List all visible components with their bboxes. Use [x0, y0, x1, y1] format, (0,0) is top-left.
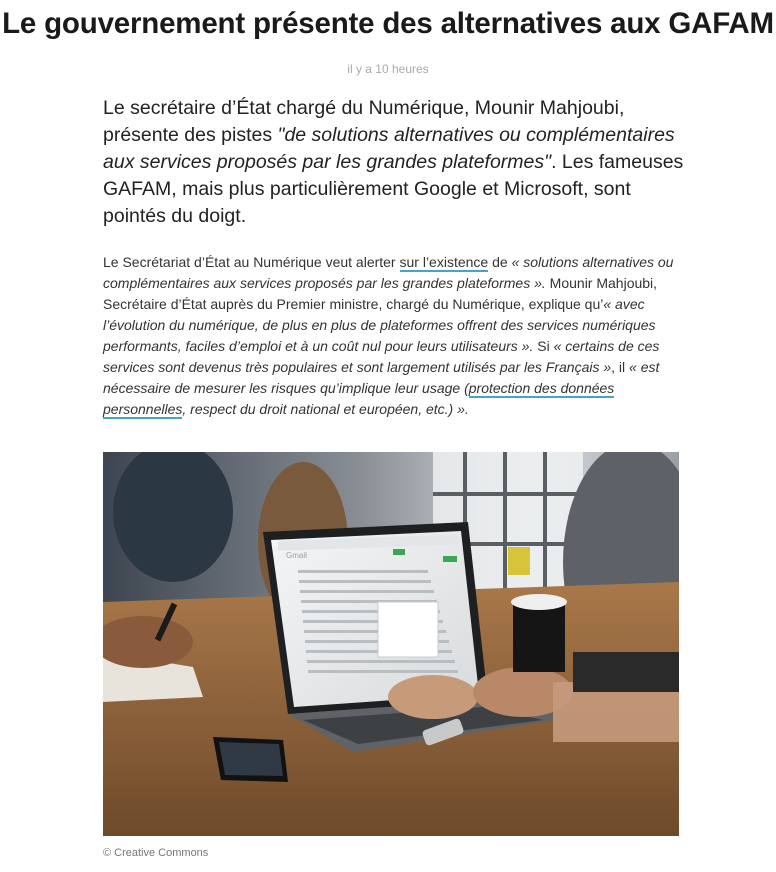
- photo-credit: © Creative Commons: [103, 847, 209, 859]
- body-text: Le Secrétariat d’État au Numérique veut alerter: [103, 254, 400, 270]
- body-text: Si: [533, 338, 554, 354]
- existence-link[interactable]: sur l’existence: [399, 254, 489, 270]
- body-quote: « solutions alternatives ou complémentaires aux services proposés par les grandes plateformes ».: [103, 254, 674, 291]
- body-quote: « est nécessaire de mesurer les risques qu’implique leur usage (: [103, 359, 660, 396]
- body-text: , il: [611, 359, 630, 375]
- laptop-app-title: Gmail: [286, 551, 307, 560]
- lead-quote: "de solutions alternatives ou complémentaires aux services proposés par les grandes plateformes": [103, 124, 675, 173]
- body-quote: « certains de ces services sont devenus très populaires et sont largement utilisés par les Français »: [103, 338, 660, 375]
- body-quote: , respect du droit national et européen, etc.) ».: [182, 401, 469, 417]
- article-lead: [103, 95, 693, 230]
- data-protection-link-label: protection des données personnelles: [103, 380, 615, 417]
- publish-time: il y a 10 heures: [347, 62, 429, 76]
- article-photo: [103, 452, 679, 836]
- office-laptop-photo: [103, 452, 679, 836]
- lead-text-end: . Les fameuses GAFAM, mais plus particulièrement Google et Microsoft, sont pointés du doigt.: [103, 151, 684, 227]
- article-body: [103, 252, 693, 420]
- article-title: Le gouvernement présente des alternatives aux GAFAM: [2, 7, 774, 40]
- body-text: de: [488, 254, 512, 270]
- body-quote: « avec l’évolution du numérique, de plus en plus de plateformes offrent des services numériques performants, faciles d’emploi et à un coût nul pour leurs utilisateurs ».: [103, 296, 656, 354]
- body-text: Mounir Mahjoubi, Secrétaire d’État auprès du Premier ministre, chargé du Numérique, explique qu’: [103, 275, 658, 312]
- lead-text: Le secrétaire d’État chargé du Numérique, Mounir Mahjoubi, présente des pistes: [103, 97, 625, 146]
